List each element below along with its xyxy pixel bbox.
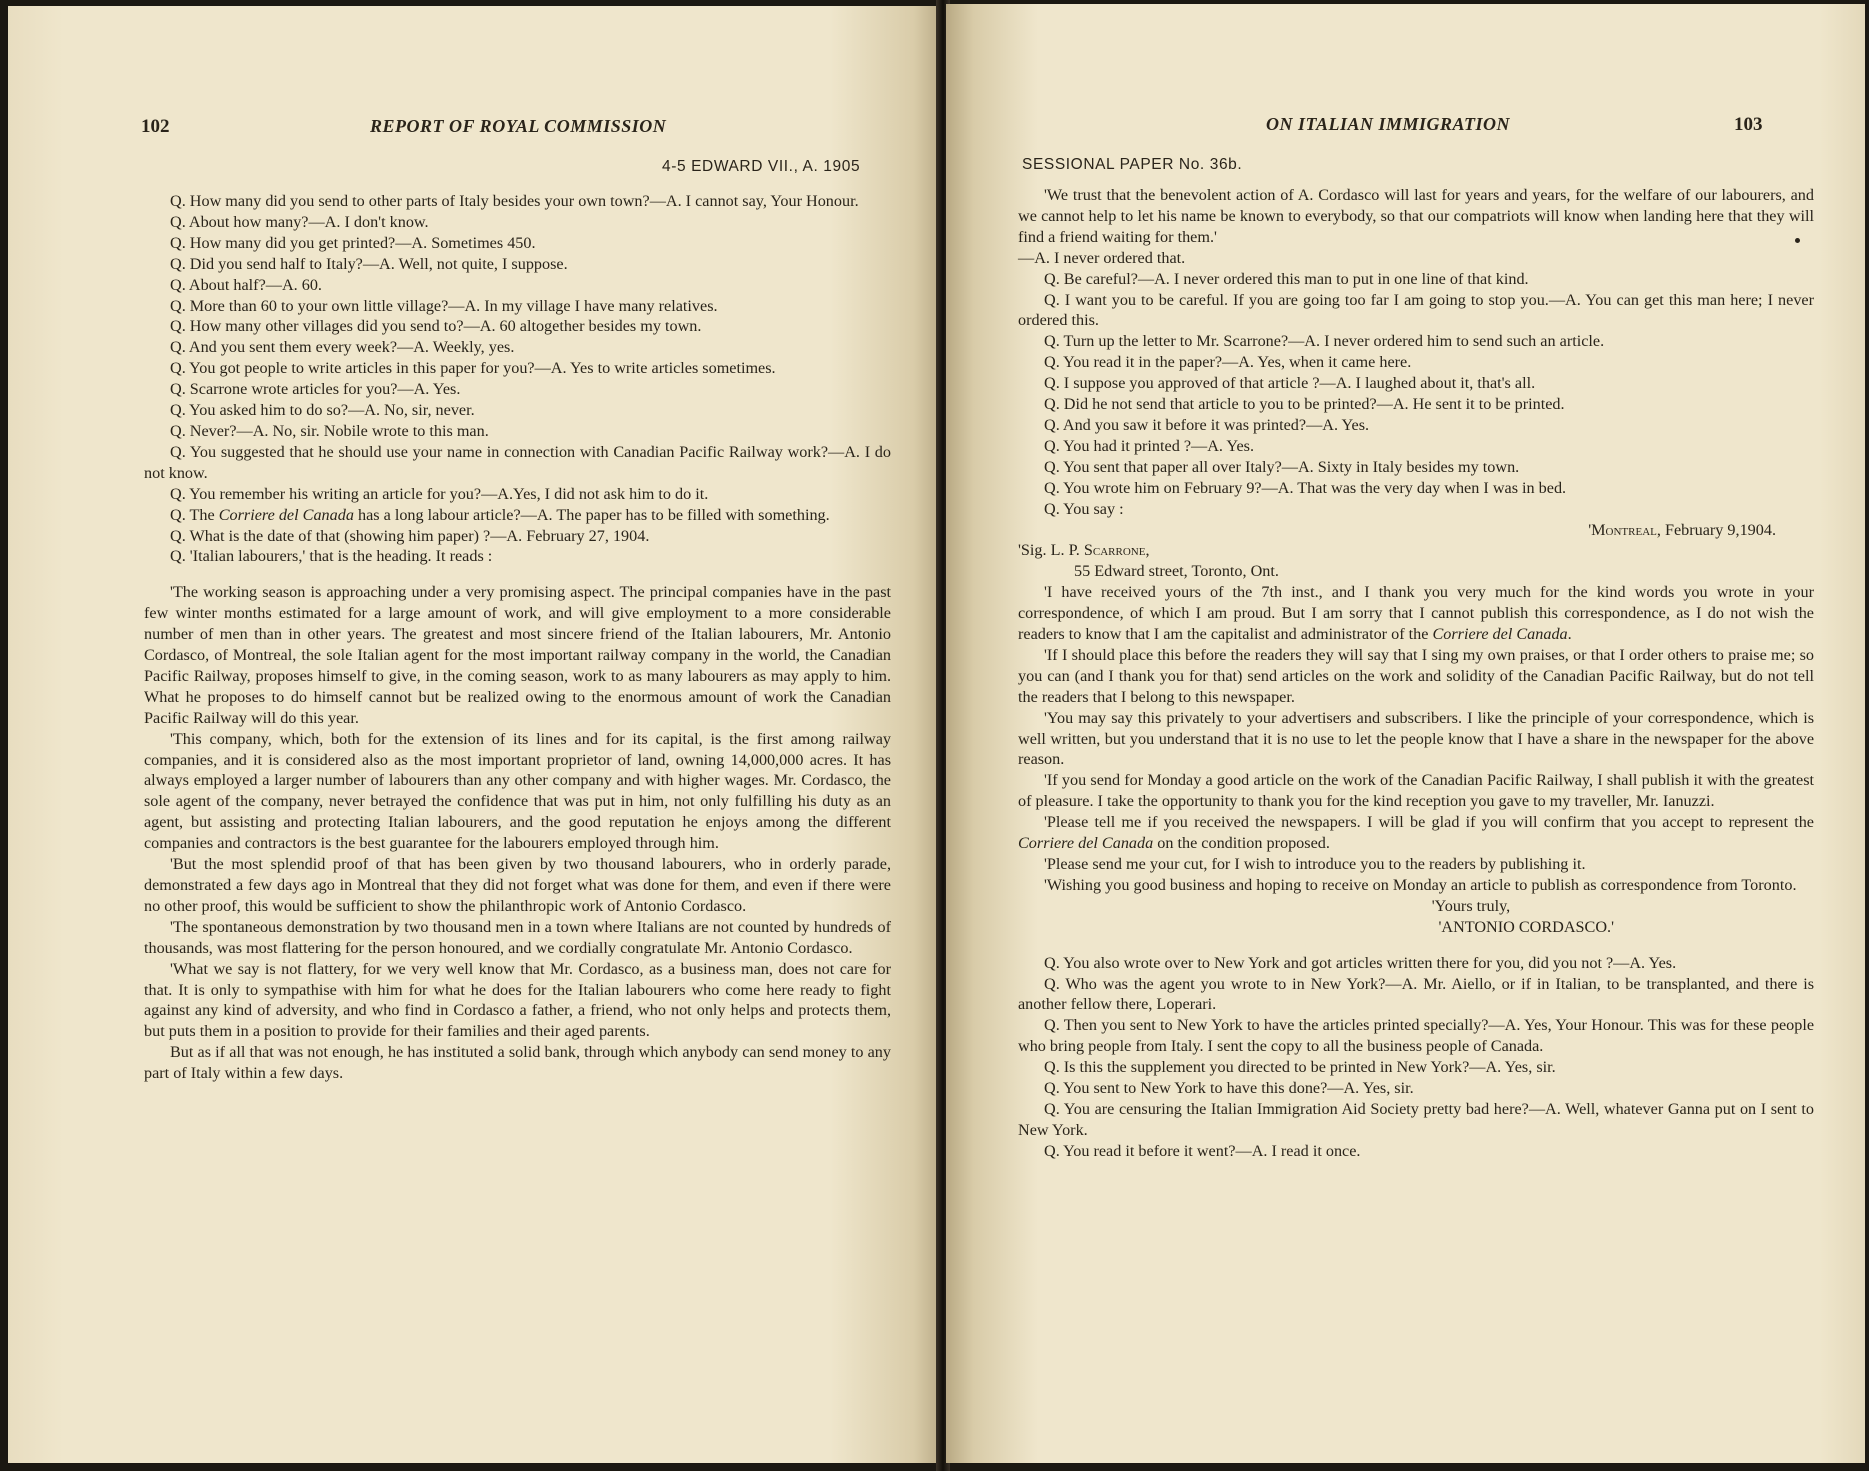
page-number: 103: [1734, 114, 1763, 135]
paragraph: —A. I never ordered that.: [1018, 248, 1186, 267]
letter-dateline: 'Montreal, February 9,1904.: [1588, 520, 1776, 539]
paragraph: Q. You remember his writing an article for you?—A.Yes, I did not ask him to do it.: [170, 484, 709, 503]
paragraph: Q. Then you sent to New York to have the articles printed specially?—A. Yes, Your Honour. This was for these people who bring people from Italy. I sent the copy to all the business people of Canada.: [1018, 1016, 1814, 1056]
letter-paragraph: 'I have received yours of the 7th inst., and I thank you very much for the kind words you wrote in your correspondence, of which I am proud. But I am sorry that I cannot publish this correspondence, as I do not wish the readers to know that I am the capitalist and administrator of the Corriere del Canada.: [1018, 583, 1814, 644]
page-body: [144, 191, 891, 1084]
paragraph: Q. You read it before it went?—A. I read it once.: [1044, 1141, 1361, 1160]
paragraph: Q. You sent to New York to have this done?—A. Yes, sir.: [1044, 1079, 1414, 1098]
paragraph: Q. About how many?—A. I don't know.: [170, 212, 429, 231]
paragraph: Q. Scarrone wrote articles for you?—A. Yes.: [170, 380, 461, 399]
paragraph: Q. You asked him to do so?—A. No, sir, never.: [170, 401, 475, 420]
paragraph: Q. You say :: [1044, 499, 1124, 518]
paragraph: Q. How many did you send to other parts of Italy besides your own town?—A. I cannot say, Your Honour.: [170, 192, 859, 210]
page-body: [1018, 185, 1814, 1162]
running-head: ON ITALIAN IMMIGRATION: [1266, 114, 1511, 134]
letter-address: 55 Edward street, Toronto, Ont.: [1074, 562, 1279, 581]
letter-paragraph: 'Please send me your cut, for I wish to introduce you to the readers by publishing it.: [1044, 855, 1586, 873]
page-number: 102: [141, 116, 170, 137]
paragraph: Q. Is this the supplement you directed to be printed in New York?—A. Yes, sir.: [1044, 1058, 1556, 1077]
quoted-paragraph: 'But the most splendid proof of that has been given by two thousand labourers, who in orderly parade, demonstrated a few days ago in Montreal that they did not forget what was done for them, and even if there were no other proof, this would be sufficient to show the philanthropic work of Antonio Cordasco.: [144, 855, 891, 915]
quoted-paragraph: But as if all that was not enough, he has instituted a solid bank, through which anybody can send money to any part of Italy within a few days.: [144, 1043, 891, 1083]
paragraph: Q. Did you send half to Italy?—A. Well, not quite, I suppose.: [170, 254, 568, 273]
paragraph: Q. 'Italian labourers,' that is the heading. It reads :: [170, 547, 493, 566]
letter-addressee: 'Sig. L. P. Scarrone,: [1018, 541, 1150, 560]
paragraph: Q. You had it printed ?—A. Yes.: [1044, 436, 1254, 455]
right-page: [946, 4, 1865, 1463]
paragraph: 'We trust that the benevolent action of A. Cordasco will last for years and years, for the welfare of our labourers, and we cannot help to let his name be known to everybody, so that our compatriots will know when landing here that they will find a friend waiting for them.': [1018, 186, 1814, 246]
quoted-paragraph: 'The working season is approaching under a very promising aspect. The principal companies have in the past few winter months estimated for a large amount of work, and will give employment to a more considerable number of men than in other years. The greatest and most sincere friend of the Italian labourers, Mr. Antonio Cordasco, of Montreal, the sole Italian agent for the most important railway company in the world, the Canadian Pacific Railway, proposes himself to give, in the coming season, work to as many labourers as may apply to him. What he proposes to do himself cannot but be realized owing to the enormous amount of work the Canadian Pacific Railway will do this year.: [144, 583, 891, 727]
paragraph: Q. More than 60 to your own little village?—A. In my village I have many relatives.: [170, 296, 718, 315]
paragraph: Q. And you saw it before it was printed?—A. Yes.: [1044, 415, 1370, 434]
paragraph: Q. Never?—A. No, sir. Nobile wrote to this man.: [170, 421, 489, 440]
paragraph: Q. What is the date of that (showing him paper) ?—A. February 27, 1904.: [170, 526, 650, 545]
paragraph: Q. I suppose you approved of that article ?—A. I laughed about it, that's all.: [1044, 374, 1536, 393]
paragraph: Q. How many other villages did you send to?—A. 60 altogether besides my town.: [170, 317, 702, 336]
letter-paragraph: 'Wishing you good business and hoping to receive on Monday an article to publish as correspondence from Toronto.: [1044, 875, 1797, 894]
session-line: 4-5 EDWARD VII., A. 1905: [662, 158, 861, 175]
paragraph: Q. Did he not send that article to you to be printed?—A. He sent it to be printed.: [1044, 395, 1565, 414]
paragraph: Q. Who was the agent you wrote to in New York?—A. Mr. Aiello, or if in Italian, to be transplanted, and there is another fellow there, Loperari.: [1018, 974, 1814, 1014]
paragraph: Q. I want you to be careful. If you are going too far I am going to stop you.—A. You can get this man here; I never ordered this.: [1018, 290, 1814, 330]
paragraph: Q. The Corriere del Canada has a long labour article?—A. The paper has to be filled with something.: [170, 505, 830, 524]
paragraph: Q. Turn up the letter to Mr. Scarrone?—A. I never ordered him to send such an article.: [1044, 332, 1605, 351]
letter-closing: 'Yours truly,: [1431, 896, 1511, 915]
quoted-paragraph: 'This company, which, both for the extension of its lines and for its capital, is the first among railway companies, and it is considered also as the most important proprietor of land, owning 14,000,000 acres. It has always employed a larger number of labourers than any other company and with higher wages. Mr. Cordasco, the sole agent of the company, never betrayed the confidence that was put in him, not only fulfilling his duty as an agent, but assisting and protecting Italian labourers, and the good reputation he enjoys among the different companies and contractors is the best guarantee for the labourers employed through him.: [144, 729, 891, 853]
paragraph: Q. You sent that paper all over Italy?—A. Sixty in Italy besides my town.: [1044, 457, 1520, 476]
letter-signature: 'ANTONIO CORDASCO.': [1438, 917, 1614, 936]
paragraph: Q. And you sent them every week?—A. Weekly, yes.: [170, 338, 515, 357]
paragraph: Q. About half?—A. 60.: [170, 275, 322, 294]
paragraph: Q. How many did you get printed?—A. Sometimes 450.: [170, 233, 536, 252]
paragraph: Q. Be careful?—A. I never ordered this man to put in one line of that kind.: [1044, 269, 1529, 288]
running-head: REPORT OF ROYAL COMMISSION: [370, 116, 667, 136]
letter-paragraph: 'If you send for Monday a good article on the work of the Canadian Pacific Railway, I shall publish it with the greatest of pleasure. I take the opportunity to thank you for the kind reception you gave to my traveller, Mr. Ianuzzi.: [1018, 771, 1814, 811]
paragraph: Q. You suggested that he should use your name in connection with Canadian Pacific Railway work?—A. I do not know.: [144, 442, 891, 482]
letter-paragraph: 'Please tell me if you received the newspapers. I will be glad if you will confirm that you accept to represent the Corriere del Canada on the condition proposed.: [1018, 813, 1814, 853]
paragraph: Q. You wrote him on February 9?—A. That was the very day when I was in bed.: [1044, 478, 1567, 497]
paragraph: Q. You read it in the paper?—A. Yes, when it came here.: [1044, 353, 1412, 372]
paragraph: Q. You got people to write articles in this paper for you?—A. Yes to write articles sometimes.: [170, 359, 776, 378]
letter-paragraph: 'You may say this privately to your advertisers and subscribers. I like the principle of your correspondence, which is well written, but you understand that it is no use to let the people know that I have a share in the newspaper for the above reason.: [1018, 708, 1814, 769]
paragraph: Q. You are censuring the Italian Immigration Aid Society pretty bad here?—A. Well, whatever Ganna put on I sent to New York.: [1018, 1099, 1814, 1139]
quoted-paragraph: 'What we say is not flattery, for we very well know that Mr. Cordasco, as a business man, does not care for that. It is only to sympathise with him for what he does for the Italian labourers who come here ready to fight against any kind of adversity, and who find in Cordasco a father, a friend, who not only helps and protects them, but puts them in a position to provide for their families and their aged parents.: [144, 959, 891, 1041]
paragraph: Q. You also wrote over to New York and got articles written there for you, did you not ?—A. Yes.: [1044, 953, 1677, 972]
left-page: [8, 6, 942, 1463]
quoted-paragraph: 'The spontaneous demonstration by two thousand men in a town where Italians are not counted by hundreds of thousands, was most flattering for the person honoured, and we cordially congratulate Mr. Antonio Cordasco.: [144, 917, 891, 957]
letter-paragraph: 'If I should place this before the readers they will say that I sing my own praises, or that I order others to praise me; so you can (and I thank you for that) send articles on the work and solidity of the Canadian Pacific Railway, but do not tell the readers that I belong to this newspaper.: [1018, 645, 1814, 706]
session-line: SESSIONAL PAPER No. 36b.: [1022, 156, 1243, 173]
